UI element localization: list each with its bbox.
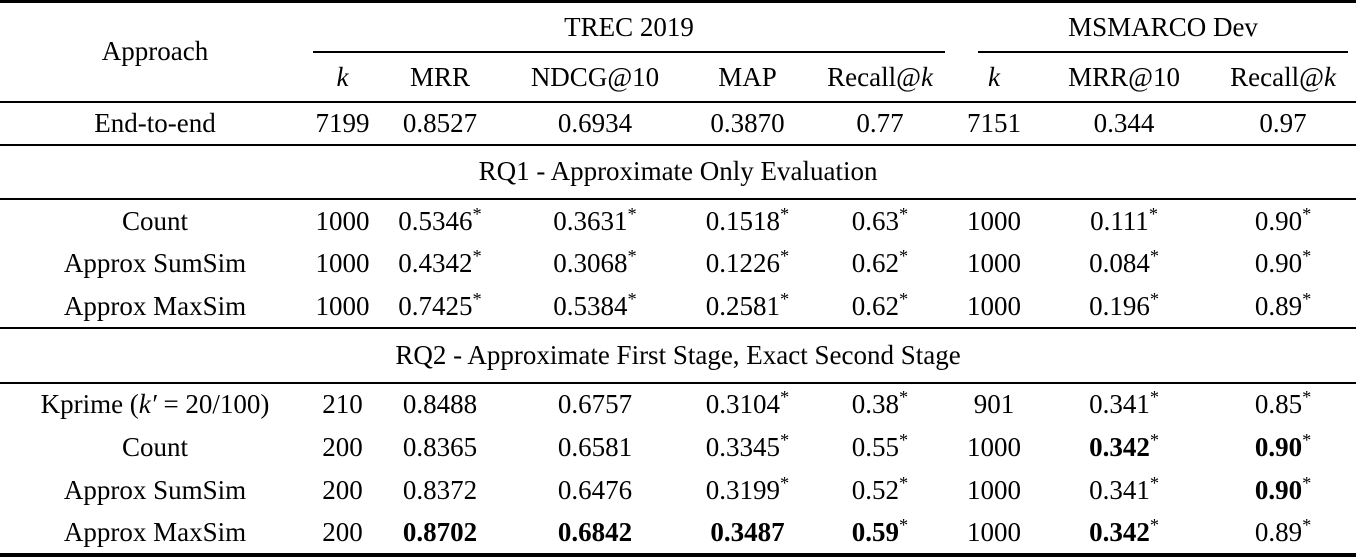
value-cell: 0.3631*: [553, 203, 637, 236]
math-k: k: [336, 61, 349, 92]
value-cell: 0.52*: [851, 472, 909, 505]
section-row: [0, 145, 1356, 200]
column-header-mrr10: MRR@10: [1038, 54, 1210, 102]
value-cell: 0.62*: [810, 285, 950, 328]
significance-star: *: [472, 246, 482, 267]
value-cell: 0.59*: [851, 514, 909, 547]
section-title: RQ1 - Approximate Only Evaluation: [0, 145, 1356, 200]
value-cell: 200: [322, 516, 363, 547]
significance-star: *: [627, 203, 637, 224]
significance-star: *: [780, 387, 790, 408]
value-cell: 0.7425*: [375, 285, 505, 328]
column-header-k: [310, 54, 375, 102]
table-row: [0, 426, 1356, 469]
significance-star: *: [1149, 472, 1159, 493]
significance-star: *: [1302, 472, 1312, 493]
value-cell: 0.196*: [1038, 285, 1210, 328]
table-row: [0, 469, 1356, 512]
value-cell: 200: [322, 474, 363, 505]
significance-star: *: [1149, 514, 1159, 535]
value-cell: 0.85*: [1254, 387, 1312, 420]
math-k: k: [988, 61, 1001, 92]
significance-star: *: [899, 429, 909, 450]
math-k: k: [1323, 61, 1336, 92]
section-title: RQ2 - Approximate First Stage, Exact Second Stage: [0, 328, 1356, 383]
significance-star: *: [627, 246, 637, 267]
value-cell: 0.55*: [851, 429, 909, 462]
value-cell: 0.8372: [402, 474, 478, 505]
value-cell: 0.63*: [851, 203, 909, 236]
significance-star: *: [1302, 203, 1312, 224]
value-cell: 1000: [950, 285, 1038, 328]
value-cell: 0.90*: [1254, 472, 1312, 505]
significance-star: *: [1302, 288, 1312, 309]
value-cell: 0.89*: [1210, 285, 1356, 328]
value-cell: 0.8527: [375, 102, 505, 145]
value-cell: 0.5346*: [398, 203, 482, 236]
significance-star: *: [1149, 387, 1159, 408]
value-cell: 1000: [315, 205, 370, 236]
significance-star: *: [1302, 246, 1312, 267]
value-cell: 0.341*: [1089, 472, 1159, 505]
value-cell: 0.3199*: [705, 472, 790, 505]
significance-star: *: [780, 429, 790, 450]
column-header-recallk: Recall@k: [1210, 54, 1356, 102]
value-cell: 1000: [967, 205, 1022, 236]
value-cell: 0.8365: [402, 431, 478, 462]
approach-cell: Count: [121, 431, 188, 462]
math-k: k: [920, 61, 933, 92]
math-k: k′: [138, 389, 157, 420]
value-cell: 0.8488: [402, 389, 478, 420]
value-cell: 0.111*: [1090, 203, 1158, 236]
value-cell: 1000: [967, 474, 1022, 505]
group-header-trec-2019: TREC 2019: [313, 4, 945, 53]
value-cell: 1000: [967, 516, 1022, 547]
value-cell: 7199: [310, 102, 375, 145]
significance-star: *: [1148, 203, 1158, 224]
column-header-mrr: MRR: [375, 54, 505, 102]
value-cell: 0.8702: [402, 516, 478, 547]
value-cell: 0.1226*: [705, 246, 790, 279]
value-cell: 0.341*: [1089, 387, 1159, 420]
significance-star: *: [472, 203, 482, 224]
significance-star: *: [627, 288, 637, 309]
value-cell: 0.6842: [557, 516, 633, 547]
significance-star: *: [1149, 246, 1159, 267]
approach-cell: Approx SumSim: [63, 474, 247, 505]
significance-star: *: [899, 288, 909, 309]
significance-star: *: [780, 246, 790, 267]
approach-cell: Approx MaxSim: [0, 285, 310, 328]
value-cell: 0.90*: [1254, 203, 1312, 236]
approach-column-header: Approach: [0, 2, 310, 102]
value-cell: 0.5384*: [505, 285, 685, 328]
value-cell: 0.77: [810, 102, 950, 145]
column-header-ndcg10: NDCG@10: [505, 54, 685, 102]
table-row: [0, 199, 1356, 242]
significance-star: *: [899, 472, 909, 493]
significance-star: *: [780, 203, 790, 224]
group-cell-msmarco: [950, 2, 1356, 54]
group-cell-trec: [310, 2, 950, 54]
significance-star: *: [780, 472, 790, 493]
value-cell: 0.62*: [851, 246, 909, 279]
value-cell: 0.3104*: [705, 387, 790, 420]
value-cell: 0.6581: [557, 431, 633, 462]
value-cell: 0.3068*: [553, 246, 637, 279]
value-cell: 0.2581*: [685, 285, 810, 328]
approach-cell: Approx MaxSim: [63, 516, 247, 547]
value-cell: 210: [322, 389, 363, 420]
column-header-recallk: Recall@k: [810, 54, 950, 102]
value-cell: 1000: [967, 248, 1022, 279]
table-row: [0, 383, 1356, 426]
value-cell: 0.90*: [1254, 429, 1312, 462]
value-cell: 0.344: [1038, 102, 1210, 145]
significance-star: *: [899, 514, 909, 535]
value-cell: 1000: [967, 431, 1022, 462]
group-header-msmarco-dev: MSMARCO Dev: [978, 4, 1348, 53]
value-cell: 0.89*: [1254, 514, 1312, 547]
value-cell: 0.342*: [1089, 514, 1159, 547]
approach-cell: Count: [121, 205, 188, 236]
value-cell: 0.6757: [557, 389, 633, 420]
value-cell: 0.3487: [710, 516, 785, 547]
significance-star: *: [899, 246, 909, 267]
significance-star: *: [1302, 387, 1312, 408]
value-cell: 200: [322, 431, 363, 462]
significance-star: *: [780, 288, 790, 309]
table-row: [0, 102, 1356, 145]
column-header-map: MAP: [685, 54, 810, 102]
column-header-k: [950, 54, 1038, 102]
value-cell: 0.6476: [557, 474, 633, 505]
significance-star: *: [899, 387, 909, 408]
value-cell: 0.1518*: [705, 203, 790, 236]
significance-star: *: [1302, 429, 1312, 450]
value-cell: 0.3345*: [705, 429, 790, 462]
value-cell: 0.38*: [851, 387, 909, 420]
value-cell: 0.90*: [1254, 246, 1312, 279]
value-cell: 0.3870: [685, 102, 810, 145]
approach-cell: Kprime (k′ = 20/100): [40, 389, 270, 420]
significance-star: *: [472, 288, 482, 309]
table-row: [0, 242, 1356, 285]
significance-star: *: [1302, 514, 1312, 535]
value-cell: 0.4342*: [398, 246, 482, 279]
significance-star: *: [899, 203, 909, 224]
table-row: [0, 512, 1356, 555]
value-cell: 1000: [315, 248, 370, 279]
value-cell: 901: [973, 389, 1015, 420]
value-cell: 0.6934: [505, 102, 685, 145]
header-group-row: [0, 2, 1356, 54]
value-cell: 1000: [310, 285, 375, 328]
approach-cell: Approx SumSim: [63, 248, 247, 279]
table-row: [0, 285, 1356, 328]
value-cell: 0.97: [1210, 102, 1356, 145]
significance-star: *: [1149, 288, 1159, 309]
value-cell: 0.342*: [1089, 429, 1159, 462]
value-cell: 0.084*: [1089, 246, 1159, 279]
significance-star: *: [1149, 429, 1159, 450]
section-row: [0, 328, 1356, 383]
value-cell: 7151: [950, 102, 1038, 145]
approach-cell: End-to-end: [0, 102, 310, 145]
